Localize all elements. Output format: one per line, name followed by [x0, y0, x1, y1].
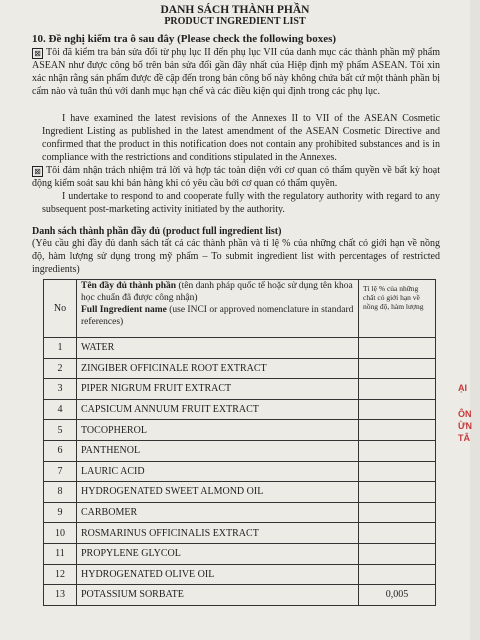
ingredient-name: PIPER NIGRUM FRUIT EXTRACT	[77, 379, 359, 400]
ingredient-percentage	[359, 338, 436, 359]
table-row	[44, 440, 436, 461]
row-number: 1	[44, 338, 77, 359]
ingredient-name: HYDROGENATED SWEET ALMOND OIL	[77, 482, 359, 503]
ingredient-percentage	[359, 564, 436, 585]
header-name-vi-rest: (tên danh pháp quốc tế hoặc sử dụng tên khoa học chuẩn đã được công nhận)	[81, 281, 353, 303]
table-row	[44, 482, 436, 503]
ingredient-percentage	[359, 482, 436, 503]
table-row	[44, 523, 436, 544]
stamp-line: ÔN	[458, 409, 472, 419]
section-10-title: 10. Đề nghị kiểm tra ô sau đây (Please check the following boxes)	[32, 33, 337, 45]
table-row	[44, 461, 436, 482]
ingredient-percentage	[359, 461, 436, 482]
ingredient-percentage	[359, 440, 436, 461]
stamp-line: ỪN	[458, 421, 472, 431]
table-row	[44, 564, 436, 585]
ingredient-name: TOCOPHEROL	[77, 420, 359, 441]
ingredient-name: PANTHENOL	[77, 440, 359, 461]
header-name-vi-bold: Tên đầy đủ thành phần	[81, 281, 177, 291]
row-number: 8	[44, 482, 77, 503]
header-name-en-bold: Full Ingredient name	[81, 305, 167, 315]
ingredient-name: CAPSICUM ANNUUM FRUIT EXTRACT	[77, 399, 359, 420]
row-number: 10	[44, 523, 77, 544]
red-stamp-fragment	[458, 382, 480, 444]
table-row	[44, 358, 436, 379]
row-number: 11	[44, 543, 77, 564]
row-number: 12	[44, 564, 77, 585]
ingredient-name: WATER	[77, 338, 359, 359]
declaration-box-1	[32, 46, 440, 98]
row-number: 6	[44, 440, 77, 461]
ingredient-table	[43, 279, 436, 606]
ingredient-name: HYDROGENATED OLIVE OIL	[77, 564, 359, 585]
header-percentage: Tỉ lệ % của những chất có giới hạn về nồng độ, hàm lượng	[359, 280, 436, 338]
stamp-line: ẠI	[458, 383, 467, 393]
ingredient-name: ROSMARINUS OFFICINALIS EXTRACT	[77, 523, 359, 544]
ingredient-name: PROPYLENE GLYCOL	[77, 543, 359, 564]
stamp-line: TÂ	[458, 433, 470, 443]
declaration-2-vi: Tôi đảm nhận trách nhiệm trả lời và hợp tác toàn diện với cơ quan có thẩm quyền về bất kỳ hoạt động kiểm soát sau khi bán hàng khi có yêu cầu bởi cơ quan có thẩm quyền.	[32, 165, 440, 189]
declaration-1-en: I have examined the latest revisions of the Annexes II to VII of the ASEAN Cosmetic Ingredient Listing as published in the latest amendment of the ASEAN Cosmetic Directive and confirmed that the product in this notification does not contain any prohibited substances and is in compliance with the restrictions and conditions stipulated in the Annexes.	[42, 113, 440, 163]
table-row	[44, 585, 436, 606]
row-number: 5	[44, 420, 77, 441]
ingredient-name: ZINGIBER OFFICINALE ROOT EXTRACT	[77, 358, 359, 379]
table-row	[44, 543, 436, 564]
ingredient-list-note: (Yêu cầu ghi đầy đủ danh sách tất cả các thành phần và tỉ lệ % của những chất có giới hạn về nồng độ, hàm lượng sử dụng trong mỹ phẩm – To submit ingredient list with percentages of restricted ingredients)	[32, 238, 440, 275]
table-row	[44, 502, 436, 523]
header-name-en-rest: (use INCI or approved nomenclature in standard references)	[81, 305, 354, 327]
table-row	[44, 399, 436, 420]
ingredient-percentage	[359, 523, 436, 544]
table-row	[44, 420, 436, 441]
checkbox-1[interactable]: ⊠	[32, 48, 43, 59]
ingredient-percentage	[359, 420, 436, 441]
header-no: No	[44, 280, 77, 338]
ingredient-percentage	[359, 399, 436, 420]
row-number: 2	[44, 358, 77, 379]
ingredient-percentage	[359, 502, 436, 523]
ingredient-percentage: 0,005	[359, 585, 436, 606]
page-title-en: PRODUCT INGREDIENT LIST	[164, 16, 306, 27]
ingredient-percentage	[359, 379, 436, 400]
header-ingredient-name	[77, 280, 359, 338]
page-title-vi: DANH SÁCH THÀNH PHẦN	[160, 4, 310, 16]
ingredient-percentage	[359, 543, 436, 564]
background-edge	[470, 0, 480, 640]
ingredient-name: LAURIC ACID	[77, 461, 359, 482]
ingredient-percentage	[359, 358, 436, 379]
ingredient-name: POTASSIUM SORBATE	[77, 585, 359, 606]
declaration-1-vi: Tôi đã kiểm tra bản sửa đổi từ phụ lục II đến phụ lục VII của danh mục các thành phần mỹ phẩm ASEAN như được công bố trên bản sửa đổi gần đây nhất của Hiệp định mỹ phẩm ASEAN. Tôi xin xác nhận rằng sản phẩm được đề cập đến trong bản công bố này không chứa bất cứ một thành phần bị cấm nào và tuân thủ với danh mục hạn chế và các điều kiện qui định trong các phụ lục.	[32, 47, 440, 97]
row-number: 3	[44, 379, 77, 400]
ingredient-rows	[44, 338, 436, 606]
declaration-2-en: I undertake to respond to and cooperate fully with the regulatory authority with regard to any subsequent post-marketing activity initiated by the authority.	[42, 191, 440, 215]
row-number: 13	[44, 585, 77, 606]
declaration-box-2	[32, 164, 440, 190]
table-row	[44, 379, 436, 400]
table-row	[44, 338, 436, 359]
row-number: 4	[44, 399, 77, 420]
ingredient-list-title: Danh sách thành phần đầy đủ (product full ingredient list)	[32, 226, 282, 237]
table-header-row	[44, 280, 436, 338]
checkbox-2[interactable]: ⊠	[32, 166, 43, 177]
row-number: 7	[44, 461, 77, 482]
ingredient-name: CARBOMER	[77, 502, 359, 523]
row-number: 9	[44, 502, 77, 523]
